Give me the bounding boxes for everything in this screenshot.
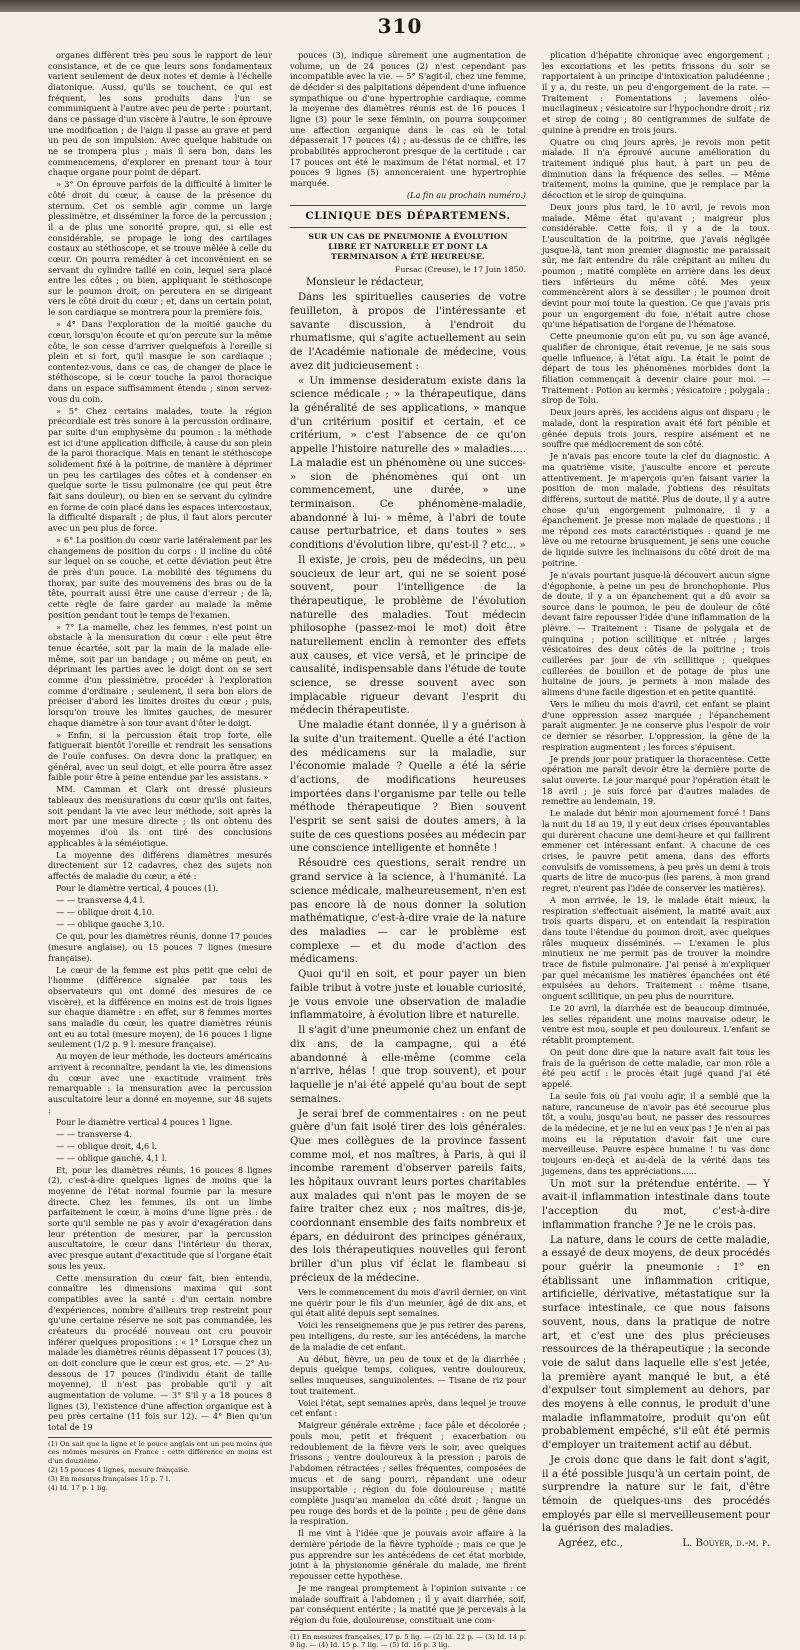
paragraph: Cette mensuration du cœur fait, bien entendu, connaître les dimensions maxima qui sont compatibles avec la santé : d'un certain nombre d'expériences, nombre d'ailleurs trop restreint pour qu'une certaine réserve ne soit pas commandée, les créateurs du procédé nouveau ont cru pouvoir inférer quelques propositions : « 1° Lorsque chez un malade les diamètres réunis dépassent 17 pouces (3), on doit conclure que le cœur est gros, etc. — 2° Au-dessous de 17 pouces (l'individu étant de taille moyenne), il n'est pas probable qu'il y ait augmentation de volume. — 3° S'il y a 18 pouces 8 lignes (3), l'existence d'une affection organique est à peu près certaine (11 fois sur 12). — 4° Bien qu'un total de 19 xyxy=(48,1272,272,1432)
paragraph: Voici l'état, sept semaines après, dans lequel je trouve cet enfant : xyxy=(290,1397,526,1419)
section-rule-bottom xyxy=(290,227,526,228)
col3-body xyxy=(542,50,770,1176)
paragraph: Une maladie étant donnée, il y a guérison à la suite d'un traitement. Quelle a été l'action des médicamens sur la maladie, sur l'économie malade ? Quelle a été la série d'actions, de modifications heureuses importées dans l'organisme par telle ou telle méthode thérapeutique ? Bien souvent l'esprit se sent saisi de doutes amers, à la suite de ces questions posées au médecin par une conscience intelligente et honnête ! xyxy=(290,720,526,855)
paragraph: pouces (3), indique sûrement une augmentation de volume, un de 24 pouces (2) n'est cependant pas incompatible avec la vie. — 5° S'agit-il, chez une femme, de décider si des palpitations dépendent d'une influence sympathique ou d'une hypertrophie cardiaque, comme la moyenne des diamètres réunis est de 16 pouces 1 ligne (3) pour le sexe féminin, on pourra soupçonner une affection organique dans le cas où le total dépasserait 17 pouces (4) ; au-dessus de ce chiffre, les probabilités approcheront presque de la certitude ; car 17 pouces ont été le maximum de l'état normal, et 17 pouces 9 lignes (5) annonceraient une hypertrophie marquée. xyxy=(290,50,526,188)
article-title: SUR UN CAS DE PNEUMONIE A ÉVOLUTION LIBRE ET NATURELLE ET DONT LA TERMINAISON A ÉTÉ HEUREUSE. xyxy=(308,232,508,261)
paragraph: MM. Camman et Clark ont dressé plusieurs tableaux des mensurations du cœur qu'ils ont faites, soit pendant la vie avec leur méthode, soit après la mort par une mesure directe ; ils ont obtenu des moyennes d'où ils ont tiré des conclusions applicables à la séméiotique. xyxy=(48,784,272,848)
signature: L. Bouyer, d.-m. p. xyxy=(682,1538,770,1550)
paragraph: — — oblique droit, 4,6 l. xyxy=(56,1140,157,1151)
paragraph: Je n'avais pourtant jusque-là découvert aucun signe d'égophonie, à peine un peu de bronchophonie. Plus de doute, il y a un épanchement qui a dû avoir sa source dans le poumon, le peu de douleur de côté devant faire repousser l'idée d'une inflammation de la plèvre. — Traitement : Tisane de polygala et de quinquina ; potion scillitique et nitrée ; larges vésicatoires des deux côtés de la poitrine ; trois cuillerées par jour de vin scillitique ; quelques cuillerées de bouillon et de potage de plus une huitaine de jours, je permets à mon malade des alimens d'une facile digestion et en petite quantité. xyxy=(542,569,770,698)
column-3 xyxy=(542,50,770,1550)
col2-footnotes xyxy=(290,1630,526,1650)
paragraph: » Enfin, si la percussion était trop forte, elle fatiguerait bientôt l'oreille et rendrait les sensations de l'ouïe confuses. On devra donc la pratiquer, en général, avec un seul doigt, et elle pourra être assez faible pour être à peine entendue par les assistans. » xyxy=(48,729,272,783)
column-2 xyxy=(290,50,526,1650)
paragraph: Je n'avais pas encore toute la clef du diagnostic. A ma quatrième visite, j'ausculte encore et percute attentivement. Je m'aperçois qu'en faisant varier la position de mon malade, j'obtiens des résultats différens, surtout de matité. Plus de doute, il y a autre chose qu'un engorgement pulmonaire, il y a épanchement. Je presse mon malade de questions ; il me répond ces mots caractéristiques : quand je me lève ou me retourne brusquement, je sens une couche de liquide suivre les inclinaisons du côté droit de ma poitrine. xyxy=(542,451,770,568)
paragraph: Pour le diamètre vertical 4 pouces 1 ligne. xyxy=(56,1116,233,1127)
paragraph: » 7° La mamelle, chez les femmes, n'est point un obstacle à la mensuration du cœur : elle peut être tenue écartée, soit par la main de la malade elle-même, soit par un bandage ; ou même on peut, en déprimant les parties avec le doigt dont on se sert comme d'un plessimètre, procéder à l'exploration comme d'ordinaire ; seulement, il sera bon alors de préciser d'abord les limites droites du cœur ; puis, lorsqu'on trouve les limites gauches, de mesurer chaque diamètre à son tour avant d'ôter le doigt. xyxy=(48,621,272,728)
col1-body xyxy=(48,50,272,1433)
paragraph: » 4° Dans l'exploration de la moitié gauche du cœur, lorsqu'on écoute et qu'on percute sur la même côte, le son cesse d'arriver quelquefois à l'oreille si plein et si fort, qu'il masque le son cardiaque ; contentez-vous, dans ce cas, de changer de place le stéthoscope, si le cœur touche la paroi thoracique dans un espace suffisamment étendu ; sinon servez-vous du coin. xyxy=(48,319,272,404)
paragraph: (3) En mesures françaises 15 p. 7 l. xyxy=(48,1474,171,1483)
paragraph: Je serai bref de commentaires : on ne peut guère d'un fait isolé tirer des lois générales. Que mes collègues de la province fassent comme moi, et nos maîtres, à Paris, à qui il incombe rarement d'observer pareils faits, les hôpitaux ouvrant leurs portes charitables aux malades qui n'ont pas le moyen de se faire traiter chez eux ; nos maîtres, dis-je, coordonnant ensemble des faits nombreux et épars, en déduiront des principes généraux, des lois thérapeutiques nouvelles qui feront briller d'un plus vif éclat le flambeau si précieux de la médecine. xyxy=(290,1108,526,1284)
paragraph: Deux jours après, les accidens aigus ont disparu ; le malade, dont la respiration avait été fort pénible et gênée depuis trois jours, respire aisément et ne souffre que médiocrement de son côté. xyxy=(542,407,770,450)
paragraph: — — transverse 4,4 l. xyxy=(56,895,146,906)
paragraph: » 5° Chez certains malades, toute la région précordiale est très sonore à la percussion ordinaire, par suite d'un emphysème du poumon : la méthode est ici d'une application difficile, à cause du son plein de la paroi thoracique. Mais en tenant le stéthoscope solidement fixé à la poitrine, de manière à déprimer un peu les cartilages des côtes et à condenser en quelque sorte le tissu pulmonaire (ce qui peut être fait sans douleur), ou bien en se servant du cylindre en forme de coin placé dans les espaces intercostaux, la difficulté disparaît ; de plus, il faut alors percuter avec un peu plus de force. xyxy=(48,405,272,534)
paragraph: A mon arrivée, le 19, le malade était mieux, la respiration s'effectuait aisément, la matité avait aux trois quarts disparu, et on entendait la respiration dans toute l'étendue du poumon droit, avec quelques râles muqueux disséminés. — L'examen le plus minutieux ne me permit pas de trouver la moindre trace de fistule pulmonaire. J'ai pensé à m'expliquer par quel mécanisme les matières épanchées ont été expulsées au dehors. Traitement : même tisane, onguent scillitique, un peu plus de nourriture. xyxy=(542,895,770,1001)
paragraph: — — oblique droit 4,10. xyxy=(56,907,155,918)
paragraph: Le cœur de la femme est plus petit que celui de l'homme (différence signalée par tous les observateurs qui ont donné des mesures de ce viscère), et la différence en moins est de trois lignes sur chaque diamètre : en effet, sur 8 femmes mortes sans maladie du cœur, les quatre diamètres réunis ont eu au total (mesure moyen), de 16 pouces 1 ligne seulement (1/2 p. 9 l. mesure française). xyxy=(48,964,272,1050)
paragraph: » 3° On éprouve parfois de la difficulté à limiter le côté droit du cœur, à cause de la présence du sternum. Cet os semble agir comme un large plessimètre, et disséminer la force de la percussion ; il a de plus une sonorité propre, qui, si elle est considérable, se propage le long des cartilages costaux au stéthoscope, et se trouve mêlée à celle du cœur. On pourra remédier à cet inconvénient en se servant du cylindre taillé en coin, lequel sera placé entre les côtes ; ou bien, appliquant le stéthoscope sur le poumon droit, on percutera en se dirigeant vers le côté droit du cœur ; et, dans un certain point, le son cardiaque se montrera pour la première fois. xyxy=(48,179,272,318)
to-be-continued: (La fin au prochain numéro.) xyxy=(406,189,526,200)
col2-observation xyxy=(290,1287,526,1626)
paragraph: Il me vint à l'idée que je pouvais avoir affaire à la dernière période de la fièvre typhoïde ; mais ce que je pus apprendre sur les antécédens de cet état morbide, joint à la physionomie générale du malade, me firent repousser cette hypothèse. xyxy=(290,1528,526,1581)
paragraph: Pour le diamètre vertical, 4 pouces (1). xyxy=(56,883,219,894)
paragraph: Un mot sur la prétendue entérite. — Y avait-il inflammation intestinale dans toute l'acception du mot, c'est-à-dire inflammation franche ? Je ne le crois pas. xyxy=(542,1178,770,1231)
paragraph: Dans les spirituelles causeries de votre feuilleton, à propos de l'intéressante et savante discussion, à l'endroit du rhumatisme, qui s'agite actuellement au sein de l'Académie nationale de médecine, vous avez dit judicieusement : xyxy=(290,292,526,372)
paragraph: organes diffèrent très peu sous le rapport de leur consistance, et de ce que leurs sons fondamentaux varient seulement de deux notes et demie à l'échelle diatonique. Aussi, qu'ils se touchent, ce qui est fréquent, les sons produits dans l'un se communiquent à l'autre avec peu de perte : pourtant, dans ce passage d'un viscère à l'autre, le son éprouve une modification ; de l'aigu il passe au grave et perd un peu de son impulsion. Avec quelque habitude on ne se trompera plus ; mais il sera bon, dans les commencemens, d'explorer en prenant tour à tour chaque organe pour point de départ. xyxy=(48,50,272,178)
paragraph: Au début, fièvre, un peu de toux et de la diarrhée ; depuis quelque temps, coliques, ventre douloureux, selles muqueuses, sanguinolentes. — Tisane de riz pour tout traitement. xyxy=(290,1353,526,1396)
column-1 xyxy=(48,50,272,1492)
section-rule xyxy=(290,205,526,206)
paragraph: Maigreur générale extrême ; face pâle et décolorée ; pouls mou, petit et fréquent ; exacerbation ou redoublement de la fièvre vers le soir, avec quelques frissons ; ventre douloureux à la pression ; parois de l'abdomen rétractées ; selles fréquentes, composées de mucus et de sang pourri, répandant une odeur insupportable ; région du foie douloureuse ; matité complète jusqu'au mamelon du côté droit ; langue un peu rouge des bords et de la pointe ; peu de gêne dans la respiration. xyxy=(290,1420,526,1527)
paragraph: Au moyen de leur méthode, les docteurs américains arrivent à reconnaître, pendant la vie, les dimensions du cœur avec une exactitude vraiment très remarquable : la mensuration avec la percussion auscultatoire leur a donné en moyenne, sur 48 sujets : xyxy=(48,1051,272,1115)
paragraph: plication d'hépatite chronique avec engorgement ; les excoriations et les petits frissons du soir se rapportaient à un principe d'intoxication paludéenne ; il y a, du reste, un peu d'engorgement de la rate. — Traitement : Fomentations ; lavemens oléo-mucilagineux ; vésicatoire sur l'hypochondre droit ; riz et sirop de coing ; 80 centigrammes de sulfate de quinine à prendre en trois jours. xyxy=(542,50,770,135)
col3-conclusion xyxy=(542,1178,770,1536)
closing: Agréez, etc., xyxy=(558,1538,623,1550)
paragraph: Ce qui, pour les diamètres réunis, donne 17 pouces (mesure anglaise), ou 15 pouces 7 lignes (mesure française). xyxy=(48,931,272,963)
paragraph: On peut donc dire que la nature avait fait tous les frais de la guérison de cette maladie, car mon rôle a été peu actif : le procès était jugé quand j'ai été appelé. xyxy=(542,1047,770,1090)
paragraph: Je me rangeai promptement à l'opinion suivante : ce malade souffrait à l'abdomen ; il y avait diarrhée, soif, par conséquent entérite ; la matité que je percevais à la région du foie, douloureuse, constituait une com- xyxy=(290,1582,526,1625)
paragraph: Voici les renseignemens que je pus retirer des parens, peu intelligens, du reste, sur les antécédens, la marche de la maladie de cet enfant. xyxy=(290,1320,526,1352)
paragraph: Le 20 avril, la diarrhée est de beaucoup diminuée, les selles répandent une moins mauvaise odeur, le ventre est mou, souple et peu douloureux. L'enfant se rétablit promptement. xyxy=(542,1003,770,1046)
paragraph: — — transverse 4. xyxy=(56,1128,132,1139)
paragraph: — — oblique gauche 3,10. xyxy=(56,919,165,930)
paragraph: (2) 15 pouces 4 lignes, mesure française. xyxy=(48,1466,190,1475)
paragraph: (1) En mesures françaises, 17 p. 5 lig. — (2) Id. 22 p. — (3) Id. 14 p. 9 lig. — (4) Id. 15 p. 7 lig. — (5) Id. 16 p. 3 lig. xyxy=(290,1632,526,1650)
masthead-bar xyxy=(0,0,800,12)
salutation: Monsieur le rédacteur, xyxy=(306,277,424,289)
paragraph: La nature, dans le cours de cette maladie, a essayé de deux moyens, de deux procédés pour guérir la pneumonie : 1° en établissant une inflammation critique, artificielle, dérivative, métastatique sur la surface intestinale, ce que nous faisons souvent, nous, dans la pratique de notre art, et c'est une des plus précieuses ressources de la thérapeutique ; la seconde voie de salut dans laquelle elle s'est jetée, la première ayant manqué le but, a été d'expulser tout simplement au dehors, par des moyens à elle connus, le produit d'une maladie inflammatoire, produit qu'on eût probablement empêché, s'il eût été permis d'employer un traitement actif au début. xyxy=(542,1234,770,1451)
paragraph: Quatre ou cinq jours après, je revois mon petit malade. Il n'a éprouvé aucune amélioration du traitement indiqué plus haut, à part un peu de diminution dans la fréquence des selles. — Même traitement, moins la quinine, que je remplace par la décoction et le sirop de quinquina. xyxy=(542,136,770,200)
paragraph: » 6° La position du cœur varie latéralement par les changemens de position du corps : il incline du côté sur lequel on se couche, et cette déviation peut être de près d'un pouce. La mobilité des tégumens du thorax, par suite des mouvemens des bras ou de la tête, pourrait aussi être une cause d'erreur ; de là, cette règle de faire garder au malade la même position pendant tout le temps de l'examen. xyxy=(48,535,272,620)
paragraph: « Un immense desideratum existe dans la science médicale ; » la thérapeutique, dans la généralité de ses applications, » manque d'un critérium positif et certain, et ce critérium, » c'est l'absence de ce qu'on appelle l'histoire naturelle des » maladies..... La maladie est un phénomène ou une succes- » sion de phénomènes qui ont un commencement, une durée, » une terminaison. Ce phénomène-maladie, abandonné à lui- » même, à l'abri de toute cause perturbatrice, et dans toutes » ses conditions d'évolution libre, qu'est-il ? etc... » xyxy=(290,375,526,551)
section-title: CLINIQUE DES DÉPARTEMENS. xyxy=(305,209,511,222)
paragraph: (4) Id. 17 p. 1 lig. xyxy=(48,1483,108,1492)
paragraph: Le malade dut bénir mon ajournement forcé ! Dans la nuit du 18 au 19, il y eut deux crises épouvantables qui durèrent chacune une demi-heure et qui faillirent emmener cet intéressant enfant. A chacune de ces crises, le pauvre petit amena, dans des efforts convulsifs de vomissemens, à peu près un demi à trois quarts de litre de muco-pus (les parens, à mon grand regret, n'eurent pas l'idée de conserver les matières). xyxy=(542,808,770,894)
paragraph: Vers le milieu du mois d'avril, cet enfant se plaint d'une oppression assez marquée ; l'épanchement paraît augmenter. Je ne conserve plus l'espoir de voir ce dernier se résorber. L'oppression, la gêne de la respiration augmentent ; les forces s'épuisent. xyxy=(542,699,770,752)
paragraph: Quoi qu'il en soit, et pour payer un bien faible tribut à votre juste et louable curiosité, je vous envoie une observation de maladie inflammatoire, à évolution libre et naturelle. xyxy=(290,969,526,1022)
paragraph: — — oblique gauche, 4,1 l. xyxy=(56,1152,168,1163)
closing-line xyxy=(542,1537,770,1551)
dateline: Fursac (Creuse), le 17 Juin 1850. xyxy=(394,264,526,274)
col2-letter xyxy=(290,291,526,1285)
paragraph: (1) On sait que la ligne et le pouce anglais ont un peu moins que ces mêmes mesures en France : cette différence en moins est d'un douzième. xyxy=(48,1439,272,1466)
paragraph: Il s'agit d'une pneumonie chez un enfant de dix ans, de la campagne, qui a été abandonné à elle-même (comme cela n'arrive, hélas ! que trop souvent), et pour laquelle je n'ai été appelé qu'au bout de sept semaines. xyxy=(290,1025,526,1105)
paragraph: Résoudre ces questions, serait rendre un grand service à la science, à l'humanité. La science médicale, malheureusement, n'en est pas encore là de nous donner la solution mathématique, c'est-à-dire vraie de la nature des maladies — car le problème est complexe — et du mode d'action des médicamens. xyxy=(290,858,526,966)
paragraph: Vers le commencement du mois d'avril dernier, on vint me quérir pour le fils d'un meunier, âgé de dix ans, et qui était alité depuis sept semaines. xyxy=(290,1286,526,1319)
paragraph: Il existe, je crois, peu de médecins, un peu soucieux de leur art, qui ne se soient posé souvent, pour l'intelligence de la thérapeutique, le problème de l'évolution naturelle des maladies. Tout médecin philosophe (passez-moi le mot) doit être naturellement enclin à remonter des effets aux causes, et vice versâ, et le principe de causalité, indispensable dans l'étude de toute science, se dresse souvent avec son implacable rigueur devant l'esprit du médecin thérapeutiste. xyxy=(290,554,526,717)
paragraph: La seule fois où j'ai voulu agir, il a semblé que la nature, rancuneuse de n'avoir pas été secourue plus tôt, a voulu, jusqu'au bout, ne passer des ressources de la médecine, et je ne lui en veux pas ! Je n'en ai pas moins eu la réputation d'avoir fait une cure merveilleuse. Pauvre espèce humaine ! tu vas donc toujours en-deçà et au-delà de la vérité dans tes jugemens, dans tes appréciations...... xyxy=(542,1091,770,1176)
col2-body xyxy=(290,50,526,189)
paragraph: Deux jours plus tard, le 10 avril, je revois mon malade. Même état qu'avant ; maigreur plus considérable. Cette fois, il y a de la toux. L'auscultation de la poitrine, que j'avais négligée jusque-là, tant mon premier diagnostic me paraissait sûr, me fait entendre du râle crépitant au milieu du poumon ; matité complète en arrière dans les deux tiers inférieurs du même côté. Mes yeux commencèrent alors à se dessiller ; le poumon droit devint pour moi toute la question. Ce que j'avais pris pour un engorgement du foie, n'était autre chose qu'une hépatisation de l'organe de l'hématose. xyxy=(542,201,770,330)
paragraph: Je crois donc que dans le fait dont s'agit, il a été possible jusqu'à un certain point, de surprendre la nature sur le fait, d'être témoin de quelques-uns des procédés employés par elle si merveilleusement pour la guérison des maladies. xyxy=(542,1454,770,1535)
paragraph: Je prends jour pour pratiquer la thoracentèse. Cette opération me paraît devoir être la dernière porte de salut ouverte. Le jour marqué pour l'opération était le 18 avril ; je suis forcé par d'autres malades de remettre au lendemain, 19. xyxy=(542,753,770,807)
paragraph: La moyenne des différens diamètres mesurés directement sur 12 cadavres, chez des sujets non affectés de maladie du cœur, a été : xyxy=(48,849,272,881)
paragraph: Et, pour les diamètres réunis, 16 pouces 8 lignes (2), c'est-à-dire quelques lignes de moins que la moyenne de l'état normal fournie par la mesure directe. Chez les femmes, ils ont un limbe parfaitement le cœur, à moins d'une ligne près : de sorte qu'il semble ne pas y avoir d'exagération dans leur prétention de mesurer, par la percussion auscultatoire, le cœur dans l'intérieur du thorax, avec presque autant d'exactitude que si l'organe était sous les yeux. xyxy=(48,1164,272,1271)
paragraph: Cette pneumonie qu'on eût pu, vu son âge avancé, qualifier de chronique, était revenue, je ne sais sous quelle influence, à l'état aigu. La était le point de départ de tous les phénomènes morbides dont la filiation commençait à devenir claire pour moi. — Traitement : Potion au kermès ; vésicatoire ; polygala ; sirop de Tolu. xyxy=(542,331,770,406)
col1-footnotes xyxy=(48,1437,272,1493)
page-number: 310 xyxy=(377,14,423,38)
